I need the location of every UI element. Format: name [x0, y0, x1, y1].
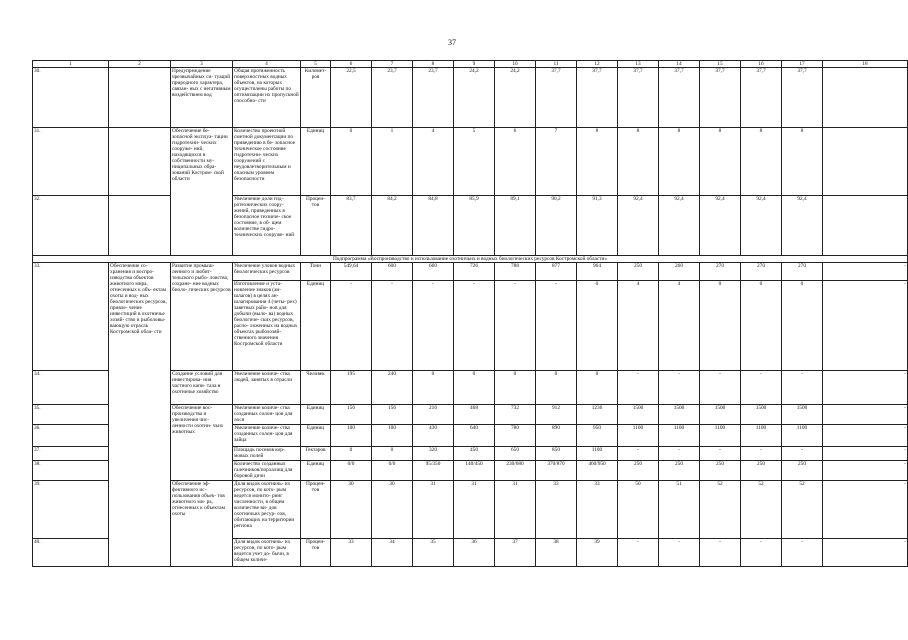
indicator-name: Общая протяженность поверхностных водных объектов, на которых осуществлены работы по оптимизации их пропускной способно- сти — [233, 68, 301, 128]
header-cell: 14 — [659, 61, 700, 68]
indicator-name: Доля видов охотничь- их ресурсов, по кото- рым ведется учет до- бычи, в общем количе- — [233, 539, 301, 567]
value-cell: 195 — [331, 371, 372, 405]
value-cell: 84,2 — [372, 196, 413, 256]
indicators-table — [32, 60, 908, 567]
value-cell: 370/870 — [536, 461, 577, 481]
header-cell: 2 — [109, 61, 171, 68]
header-cell: 6 — [331, 61, 372, 68]
value-cell: 89,1 — [495, 196, 536, 256]
value-cell: 0 — [331, 128, 372, 196]
value-cell: 156 — [331, 405, 372, 425]
task-cell: Развитие промыш- ленного и любит- тельского рыбо- ловства, сохране- ние водных биоло- гических ресурсов — [171, 263, 233, 371]
value-cell: 51 — [659, 481, 700, 539]
value-cell: 7 — [536, 128, 577, 196]
value-cell: 50 — [618, 481, 659, 539]
unit-cell: Единиц — [301, 128, 331, 196]
value-cell: 52 — [741, 481, 782, 539]
value-cell: 877 — [536, 263, 577, 281]
value-cell: - — [741, 539, 782, 567]
value-cell: 0 — [372, 447, 413, 461]
note-cell: - — [823, 425, 908, 447]
value-cell: 8 — [659, 128, 700, 196]
note-cell: - — [823, 461, 908, 481]
value-cell: 1100 — [618, 425, 659, 447]
value-cell: 780 — [495, 425, 536, 447]
header-cell: 18 — [823, 61, 908, 68]
value-cell: 250 — [700, 461, 741, 481]
header-cell: 1 — [33, 61, 109, 68]
value-cell: 95/350 — [413, 461, 454, 481]
value-cell: - — [659, 539, 700, 567]
indicator-name: Увеличение количе- ства созданных солон- цов для лося — [233, 405, 301, 425]
value-cell: 788 — [495, 263, 536, 281]
value-cell: 36 — [454, 539, 495, 567]
header-cell: 3 — [171, 61, 233, 68]
value-cell: 33 — [331, 539, 372, 567]
value-cell: 1100 — [741, 425, 782, 447]
value-cell: 0 — [741, 281, 782, 371]
value-cell: - — [536, 281, 577, 371]
row-number: 33. — [33, 263, 109, 371]
unit-cell: Километ- ров — [301, 68, 331, 128]
header-cell: 15 — [700, 61, 741, 68]
section-row — [33, 256, 908, 263]
note-cell — [823, 196, 908, 256]
value-cell: 83,7 — [331, 196, 372, 256]
value-cell: 100 — [331, 425, 372, 447]
task-cell: Создание условий для инвестирова- ния частного капи- тала в охотничье хозяйство — [171, 371, 233, 405]
note-cell: - — [823, 371, 908, 405]
value-cell: 5 — [454, 128, 495, 196]
goal-cell — [109, 128, 171, 196]
value-cell: 33 — [536, 481, 577, 539]
indicator-name: Увеличение количе- ства созданных солон- цов для зайца — [233, 425, 301, 447]
unit-cell: Единиц — [301, 461, 331, 481]
value-cell: 600 — [372, 263, 413, 281]
value-cell: 23,7 — [413, 68, 454, 128]
unit-cell: Единиц — [301, 281, 331, 371]
value-cell: 1500 — [700, 405, 741, 425]
note-cell: - — [823, 405, 908, 425]
indicator-name: Площадь посевов кор- мовых полей — [233, 447, 301, 461]
unit-cell: Гектаров — [301, 447, 331, 461]
value-cell: 240 — [372, 371, 413, 405]
row-number: 31. — [33, 128, 109, 196]
value-cell: 92,4 — [618, 196, 659, 256]
value-cell: 24,2 — [495, 68, 536, 128]
value-cell: 640 — [454, 425, 495, 447]
page-number: 37 — [448, 38, 456, 47]
value-cell: 33 — [577, 481, 618, 539]
indicator-name: Увеличение количе- ства людей, занятых в отрасли — [233, 371, 301, 405]
note-cell: - — [823, 281, 908, 371]
value-cell: 0 — [495, 371, 536, 405]
value-cell: 22,5 — [331, 68, 372, 128]
value-cell: 85,9 — [454, 196, 495, 256]
value-cell: 250 — [659, 461, 700, 481]
value-cell: 260 — [659, 263, 700, 281]
value-cell: 31 — [495, 481, 536, 539]
value-cell: 37,7 — [741, 68, 782, 128]
value-cell: 37,7 — [659, 68, 700, 128]
goal-cell — [109, 196, 171, 256]
value-cell: 4 — [413, 128, 454, 196]
value-cell: 460/950 — [577, 461, 618, 481]
note-cell: - — [823, 263, 908, 281]
header-cell: 10 — [495, 61, 536, 68]
value-cell: 34 — [372, 539, 413, 567]
value-cell: 1100 — [659, 425, 700, 447]
value-cell: - — [700, 371, 741, 405]
unit-cell: Процен- тов — [301, 196, 331, 256]
value-cell: 100 — [372, 425, 413, 447]
value-cell: 660 — [413, 263, 454, 281]
note-cell: - — [823, 481, 908, 539]
value-cell: 890 — [536, 425, 577, 447]
value-cell: 650 — [495, 447, 536, 461]
value-cell: 270 — [700, 263, 741, 281]
header-cell: 16 — [741, 61, 782, 68]
value-cell: 8 — [700, 128, 741, 196]
value-cell: 31 — [454, 481, 495, 539]
header-cell: 13 — [618, 61, 659, 68]
value-cell: 90,2 — [536, 196, 577, 256]
value-cell: - — [618, 539, 659, 567]
unit-cell: Единиц — [301, 405, 331, 425]
value-cell: 35 — [413, 539, 454, 567]
value-cell: 549,64 — [331, 263, 372, 281]
value-cell: 0/0 — [372, 461, 413, 481]
value-cell: 1236 — [577, 405, 618, 425]
row-number: 39. — [33, 481, 109, 539]
value-cell: 270 — [782, 263, 823, 281]
table-row — [33, 263, 908, 281]
value-cell: - — [618, 447, 659, 461]
value-cell: - — [659, 371, 700, 405]
value-cell: 430 — [413, 425, 454, 447]
value-cell: - — [454, 281, 495, 371]
table-row — [33, 128, 908, 196]
value-cell: 92,4 — [782, 196, 823, 256]
indicator-name: Количество созданных галечников/порхалищ для боровой дичи — [233, 461, 301, 481]
row-number: 30. — [33, 68, 109, 128]
header-cell: 11 — [536, 61, 577, 68]
row-number: 35. — [33, 405, 109, 425]
goal-cell — [109, 68, 171, 128]
value-cell: - — [372, 281, 413, 371]
value-cell: 37,7 — [577, 68, 618, 128]
value-cell: 0 — [331, 447, 372, 461]
value-cell: 1100 — [700, 425, 741, 447]
value-cell: - — [700, 539, 741, 567]
row-number: 36. — [33, 425, 109, 447]
value-cell: 23,7 — [372, 68, 413, 128]
value-cell: 0/0 — [331, 461, 372, 481]
header-cell: 8 — [413, 61, 454, 68]
value-cell: 6 — [495, 128, 536, 196]
value-cell: 250 — [741, 461, 782, 481]
task-cell: Обеспечение эф- фективного ис- пользования объек- тов животного ми- ра, отнесенных к объектам охоты — [171, 481, 233, 567]
value-cell: - — [782, 371, 823, 405]
value-cell: 964 — [577, 263, 618, 281]
value-cell: - — [741, 371, 782, 405]
indicator-name: Увеличение уловов водных биологических ресурсов — [233, 263, 301, 281]
value-cell: 30 — [331, 481, 372, 539]
value-cell: 320 — [413, 447, 454, 461]
value-cell: 30 — [372, 481, 413, 539]
indicator-name: Увеличение доли гид- ротехнических соору- жений, приведенных в безопасное техниче- ское состояние, в об- щем количестве гидро- технических сооруже- ний — [233, 196, 301, 256]
value-cell: 8 — [577, 128, 618, 196]
value-cell: 850 — [536, 447, 577, 461]
value-cell: 24,2 — [454, 68, 495, 128]
table-row — [33, 196, 908, 256]
value-cell: 0 — [577, 371, 618, 405]
value-cell: 91,3 — [577, 196, 618, 256]
row-number: 38. — [33, 461, 109, 481]
value-cell: 0 — [782, 281, 823, 371]
value-cell: 0 — [536, 371, 577, 405]
section-title: Подпрограмма «Воспроизводство и использование охотничьих и водных биологических ресурсов Костромской области» — [33, 256, 908, 263]
value-cell: 950 — [577, 425, 618, 447]
value-cell: 92,4 — [741, 196, 782, 256]
value-cell: 84,8 — [413, 196, 454, 256]
value-cell: 37 — [495, 539, 536, 567]
value-cell: - — [659, 447, 700, 461]
value-cell: 1500 — [618, 405, 659, 425]
header-cell: 17 — [782, 61, 823, 68]
indicator-name: Количество проектной сметной документации по приведению в бе- зопасное техническое состояние гидротехни- ческих сооружений с неудовлетворительным и опасным уровнем безопасности — [233, 128, 301, 196]
note-cell — [823, 68, 908, 128]
value-cell: 8 — [782, 128, 823, 196]
value-cell: 1500 — [659, 405, 700, 425]
note-cell: - — [823, 539, 908, 567]
value-cell: 38 — [536, 539, 577, 567]
header-cell: 7 — [372, 61, 413, 68]
value-cell: 31 — [413, 481, 454, 539]
value-cell: - — [700, 447, 741, 461]
table-row — [33, 68, 908, 128]
value-cell: - — [782, 539, 823, 567]
value-cell: - — [618, 371, 659, 405]
value-cell: 912 — [536, 405, 577, 425]
header-cell: 4 — [233, 61, 301, 68]
value-cell: 0 — [577, 281, 618, 371]
value-cell: 39 — [577, 539, 618, 567]
value-cell: 250 — [618, 263, 659, 281]
value-cell: 4 — [659, 281, 700, 371]
task-cell: Обеспечение вос- производства и увеличения чис- ленности охотни- чьих животных — [171, 405, 233, 481]
value-cell: 37,7 — [782, 68, 823, 128]
value-cell: - — [331, 281, 372, 371]
value-cell: 250 — [782, 461, 823, 481]
row-number: 37. — [33, 447, 109, 461]
unit-cell: Процен- тов — [301, 539, 331, 567]
value-cell: 1500 — [741, 405, 782, 425]
value-cell: 156 — [372, 405, 413, 425]
note-cell — [823, 128, 908, 196]
header-cell: 5 — [301, 61, 331, 68]
value-cell: 140/450 — [454, 461, 495, 481]
value-cell: - — [413, 281, 454, 371]
header-row — [33, 61, 908, 68]
value-cell: 92,4 — [659, 196, 700, 256]
indicator-name: Доля видов охотничь- их ресурсов, по кото- рым ведется монито- ринг численности, в общем количестве ви- дов охотничьих ресур- сов, обитающих на территории региона — [233, 481, 301, 539]
value-cell: 0 — [454, 371, 495, 405]
goal-cell: Обеспечение со- хранения и воспро- изводства объектов животного мира, отнесенных к объ- ектам охоты и вод- ных биологических ресурсов, привле- чение инвестиций в охотничье хозяй- ство и рыболовы- вающую отрасль Костромской обла- сти — [109, 263, 171, 567]
value-cell: 1100 — [577, 447, 618, 461]
value-cell: 92,4 — [700, 196, 741, 256]
row-number: 40. — [33, 539, 109, 567]
value-cell: 8 — [741, 128, 782, 196]
task-cell: Обеспечение бе- зопасной эксплуа- тации гидротехни- ческих сооруже- ний, находящихся в собственности му- ниципальных обра- зований Костром- ской области — [171, 128, 233, 256]
task-cell: Предупреждение чрезвычайных си- туаций природного характера, связан- ных с негативным воздействием вод — [171, 68, 233, 128]
value-cell: - — [495, 281, 536, 371]
unit-cell: Тонн — [301, 263, 331, 281]
header-cell: 12 — [577, 61, 618, 68]
value-cell: 37,7 — [536, 68, 577, 128]
unit-cell: Процен- тов — [301, 481, 331, 539]
value-cell: 726 — [454, 263, 495, 281]
value-cell: 1 — [372, 128, 413, 196]
value-cell: 216 — [413, 405, 454, 425]
value-cell: 52 — [700, 481, 741, 539]
value-cell: 8 — [618, 128, 659, 196]
row-number: 34. — [33, 371, 109, 405]
value-cell: 250 — [618, 461, 659, 481]
value-cell: - — [782, 447, 823, 461]
value-cell: 52 — [782, 481, 823, 539]
value-cell: 37,7 — [700, 68, 741, 128]
value-cell: 270 — [741, 263, 782, 281]
value-cell: 0 — [700, 281, 741, 371]
value-cell: 230/680 — [495, 461, 536, 481]
value-cell: 450 — [454, 447, 495, 461]
unit-cell: Единиц — [301, 425, 331, 447]
value-cell: 37,7 — [618, 68, 659, 128]
value-cell: - — [741, 447, 782, 461]
value-cell: 4 — [618, 281, 659, 371]
value-cell: 468 — [454, 405, 495, 425]
value-cell: 0 — [413, 371, 454, 405]
unit-cell: Человек — [301, 371, 331, 405]
header-cell: 9 — [454, 61, 495, 68]
value-cell: 1500 — [782, 405, 823, 425]
value-cell: 1100 — [782, 425, 823, 447]
indicator-name: Изготовление и уста- новление знаков (ан- шлагов) в целях ан- шлагирования 4 (четы- рех) заветных райо- нов для добычи (выло- ва) водных биологиче- ских ресурсов, распо- ложенных на водных объектах рыбохозяй- ственного значения Костромской области — [233, 281, 301, 371]
note-cell: - — [823, 447, 908, 461]
row-number: 32. — [33, 196, 109, 256]
value-cell: 732 — [495, 405, 536, 425]
